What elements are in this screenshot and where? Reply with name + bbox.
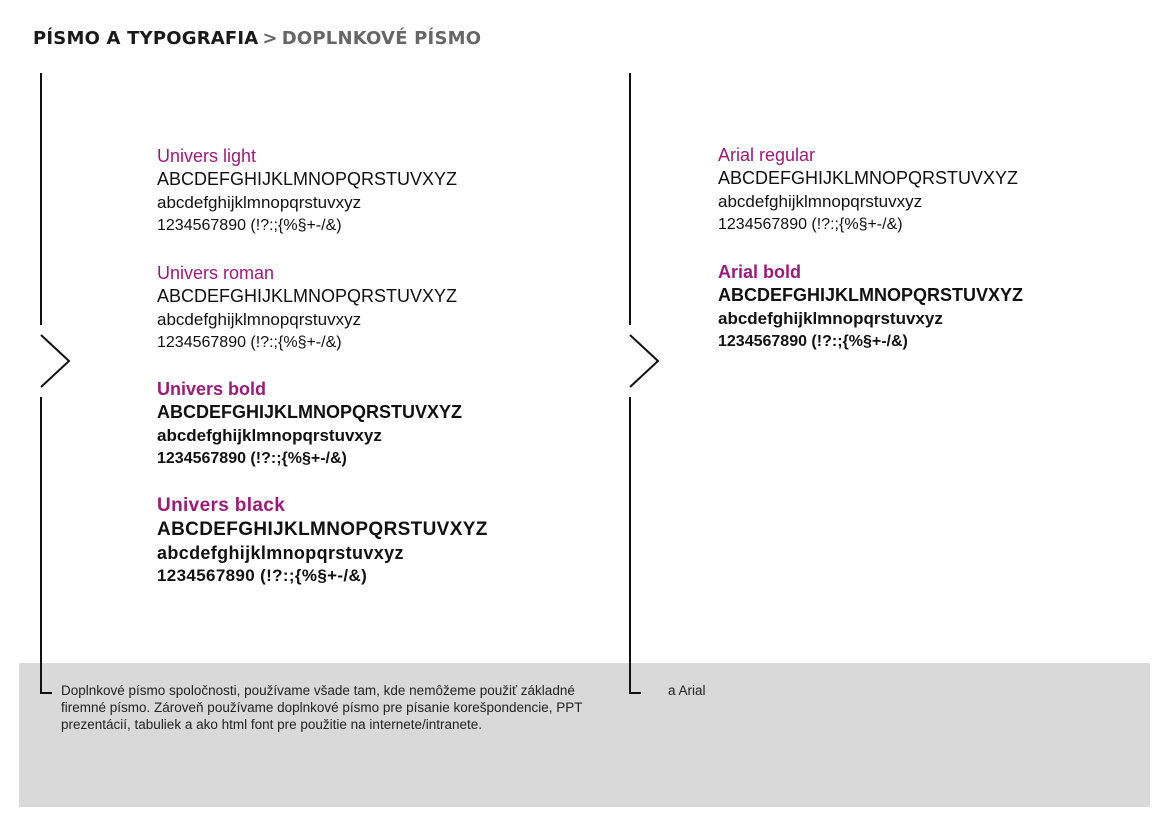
left-bracket-bottom-line — [40, 397, 42, 694]
lowercase-sample: abcdefghijklmnopqrstuvxyz — [157, 543, 404, 563]
uppercase-sample: ABCDEFGHIJKLMNOPQRSTUVXYZ — [718, 168, 1019, 188]
font-name: Univers black — [157, 495, 286, 516]
specimen-arial-regular — [718, 144, 1018, 236]
uppercase-sample: ABCDEFGHIJKLMNOPQRSTUVXYZ — [157, 169, 458, 189]
lowercase-sample: abcdefghijklmnopqrstuvxyz — [157, 310, 362, 329]
left-bracket-foot — [40, 692, 52, 694]
specimen-univers-black — [157, 495, 488, 587]
specimen-univers-roman — [157, 262, 457, 354]
chevron-right-icon — [40, 333, 80, 389]
digits-sample: 1234567890 (!?:;{%§+-/&) — [157, 217, 342, 234]
font-name: Univers bold — [157, 379, 267, 399]
font-name: Univers light — [157, 146, 257, 166]
font-name: Arial bold — [718, 262, 802, 282]
digits-sample: 1234567890 (!?:;{%§+-/&) — [157, 450, 347, 467]
right-bracket-bottom-line — [629, 397, 631, 694]
specimen-arial-bold — [718, 261, 1023, 353]
digits-sample: 1234567890 (!?:;{%§+-/&) — [157, 334, 342, 351]
lowercase-sample: abcdefghijklmnopqrstuvxyz — [157, 193, 362, 212]
left-bracket-top-line — [40, 73, 42, 325]
right-bracket-top-line — [629, 73, 631, 325]
left-description: Doplnkové písmo spoločnosti, používame všade tam, kde nemôžeme použiť základné firemné písmo. Zároveň používame doplnkové písmo pre písanie korešpondencie, PPT prezentácií, tabuliek a ako html font pre použitie na internete/intranete. — [61, 683, 583, 732]
lowercase-sample: abcdefghijklmnopqrstuvxyz — [718, 309, 943, 328]
breadcrumb-separator: > — [262, 28, 278, 49]
breadcrumb — [33, 28, 481, 49]
digits-sample: 1234567890 (!?:;{%§+-/&) — [718, 333, 908, 350]
breadcrumb-section: PÍSMO A TYPOGRAFIA — [33, 28, 259, 49]
digits-sample: 1234567890 (!?:;{%§+-/&) — [718, 216, 903, 233]
breadcrumb-subsection: DOPLNKOVÉ PÍSMO — [281, 28, 482, 49]
uppercase-sample: ABCDEFGHIJKLMNOPQRSTUVXYZ — [157, 519, 488, 540]
digits-sample: 1234567890 (!?:;{%§+-/&) — [157, 566, 368, 585]
lowercase-sample: abcdefghijklmnopqrstuvxyz — [718, 192, 923, 211]
font-name: Univers roman — [157, 263, 275, 283]
right-description: a Arial — [668, 683, 706, 698]
lowercase-sample: abcdefghijklmnopqrstuvxyz — [157, 426, 382, 445]
chevron-right-icon — [629, 333, 669, 389]
uppercase-sample: ABCDEFGHIJKLMNOPQRSTUVXYZ — [157, 402, 463, 422]
uppercase-sample: ABCDEFGHIJKLMNOPQRSTUVXYZ — [718, 285, 1024, 305]
uppercase-sample: ABCDEFGHIJKLMNOPQRSTUVXYZ — [157, 286, 458, 306]
specimen-univers-light — [157, 145, 457, 237]
specimen-univers-bold — [157, 378, 462, 470]
font-name: Arial regular — [718, 145, 816, 165]
right-bracket-foot — [629, 692, 641, 694]
